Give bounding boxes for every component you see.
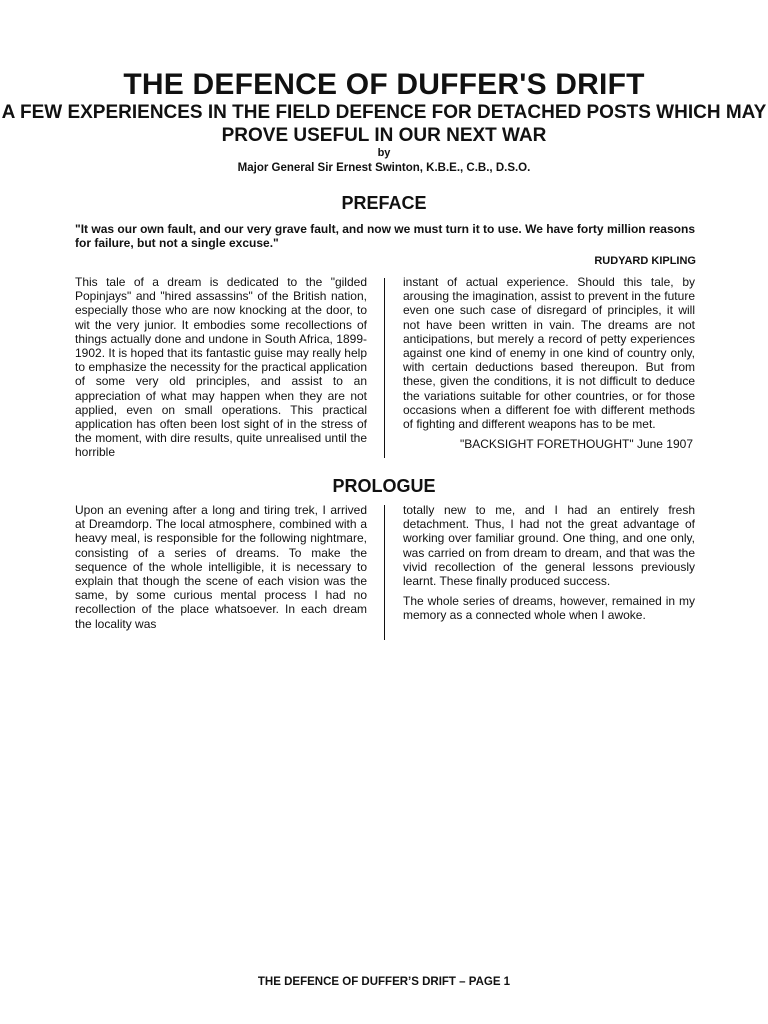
page-footer: THE DEFENCE OF DUFFER’S DRIFT – PAGE 1 bbox=[257, 976, 511, 988]
prologue-heading: PROLOGUE bbox=[332, 476, 436, 496]
preface-right-column bbox=[403, 275, 695, 451]
author-line: Major General Sir Ernest Swinton, K.B.E., C.B., D.S.O. bbox=[237, 162, 531, 174]
prologue-paragraph: totally new to me, and I had an entirely fresh detachment. Thus, I had not the great advantage of working over familiar ground. One thing, and one only, was carried on from dream to dream, and that was the vivid recollection of the general lessons previously learnt. These finally produced success. bbox=[403, 503, 695, 589]
column-divider bbox=[384, 278, 385, 458]
preface-heading: PREFACE bbox=[341, 193, 427, 213]
prologue-right-column bbox=[403, 503, 695, 629]
epigraph-quote: "It was our own fault, and our very grave fault, and now we must turn it to use. We have forty million reasons for failure, but not a single excuse." bbox=[75, 222, 695, 250]
by-line: by bbox=[377, 147, 391, 159]
preface-left-column bbox=[75, 275, 367, 466]
document-subtitle: A FEW EXPERIENCES IN THE FIELD DEFENCE FOR DETACHED POSTS WHICH MAY PROVE USEFUL IN OUR NEXT WAR bbox=[1, 102, 767, 146]
preface-signoff: "BACKSIGHT FORETHOUGHT" June 1907 bbox=[459, 437, 693, 452]
prologue-paragraph: Upon an evening after a long and tiring trek, I arrived at Dreamdorp. The local atmosphere, combined with a heavy meal, is responsible for the following nightmare, consisting of a series of dreams. To make the sequence of the whole intelligible, it is necessary to explain that though the scene of each vision was the same, by some curious mental process I had no recollection of the place whatsoever. In each dream the locality was bbox=[75, 503, 367, 631]
epigraph-attribution: RUDYARD KIPLING bbox=[594, 255, 696, 267]
prologue-paragraph: The whole series of dreams, however, remained in my memory as a connected whole when I awoke. bbox=[403, 594, 695, 623]
preface-paragraph: This tale of a dream is dedicated to the "gilded Popinjays" and "hired assassins" of the British nation, especially those who are now knocking at the door, to wit the very junior. It embodies some recollections of things actually done and undone in South Africa, 1899-1902. It is hoped that its fantastic guise may really help to emphasize the necessity for the practical application of some very old principles, and assist to an appreciation of what may happen when they are not applied, even on small operations. This practical application has often been lost sight of in the stress of the moment, with dire results, quite unrealised until the horrible bbox=[75, 275, 367, 460]
prologue-left-column bbox=[75, 503, 367, 637]
preface-paragraph: instant of actual experience. Should this tale, by arousing the imagination, assist to prevent in the future even one such case of disregard of principles, it will not have been written in vain. The dreams are not anticipations, but merely a record of petty experiences against one kind of enemy in one kind of country only, with certain deductions based thereupon. But from these, given the conditions, it is not difficult to deduce the variations suitable for other countries, or for those occasions when a different foe with different methods of fighting and different weapons has to be met. bbox=[403, 275, 695, 432]
document-title: THE DEFENCE OF DUFFER'S DRIFT bbox=[123, 68, 645, 101]
column-divider bbox=[384, 505, 385, 640]
